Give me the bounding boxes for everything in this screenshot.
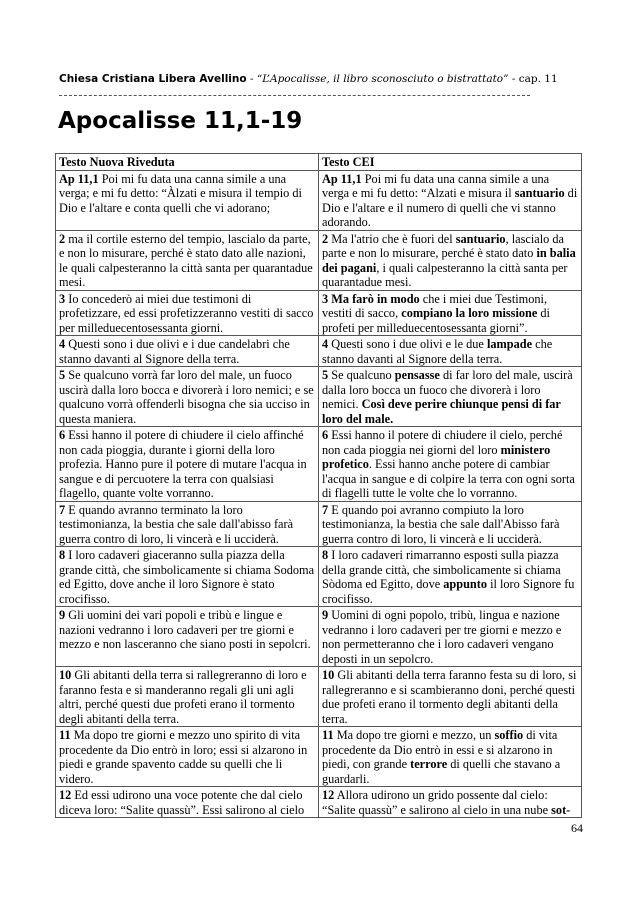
verse-text: ma il cortile esterno del tempio, lascialo da parte, e non lo misurare, perché è stato dato alle nazioni, le quali calpesteranno la città santa per quarantadue mesi.	[59, 231, 313, 289]
verse-text: Ma dopo tre giorni e mezzo uno spirito di vita procedente da Dio entrò in loro; essi si alzarono in piedi e grande spavento cadde su quelli che li videro.	[59, 728, 308, 786]
verse-cell-cei	[319, 667, 582, 727]
comparison-table	[55, 153, 582, 818]
header-org: Chiesa Cristiana Libera Avellino	[59, 73, 247, 85]
verse-cell-cei	[319, 427, 582, 502]
verse-text: Gli uomini dei vari popoli e tribù e lingue e nazioni vedranno i loro cadaveri per tre giorni e mezzo e non lasceranno che siano posti in sepolcri.	[59, 608, 311, 651]
verse-text-bold: soffio	[494, 728, 524, 742]
verse-cell-nuova-riveduta	[56, 667, 319, 727]
verse-cell-nuova-riveduta	[56, 336, 319, 367]
table-row	[56, 547, 582, 607]
verse-text-bold: 2	[59, 231, 66, 246]
verse-text-bold: 3	[59, 291, 66, 306]
verse-text-bold: 12	[59, 788, 72, 802]
verse-cell-nuova-riveduta	[56, 607, 319, 667]
verse-text: Gli abitanti della terra si rallegreranno di loro e faranno festa e si manderanno regali gli uni agli altri, perché questi due profeti erano il tormento degli abitanti della terra.	[59, 668, 307, 726]
verse-text-bold: 3	[322, 291, 329, 306]
verse-cell-cei	[319, 607, 582, 667]
verse-text-bold: ministero profetico	[322, 442, 551, 471]
verse-cell-nuova-riveduta	[56, 501, 319, 547]
verse-text: Poi mi fu data una canna simile a una verga; e mi fu detto: “Àlzati e misura il tempio di Dio e l'altare e conta quelli che vi adorano;	[59, 171, 302, 215]
verse-cell-nuova-riveduta	[56, 727, 319, 787]
table-row	[56, 787, 582, 818]
header-book-title: “L’Apocalisse, il libro sconosciuto o bistrattato”	[256, 73, 509, 85]
table-row	[56, 170, 582, 230]
verse-text-bold: Ap 11,1	[59, 171, 99, 186]
verse-text: di quelli che stavano a guardarli.	[322, 757, 561, 786]
verse-text-bold: compiano la loro missione	[401, 306, 538, 320]
verse-text: , lascialo da parte e non lo misurare, perché è stato dato	[322, 231, 564, 260]
verse-text: di vita procedente da Dio entrò in essi e si alzarono in piedi, con grande	[322, 728, 558, 771]
table-row	[56, 667, 582, 727]
verse-text: che i miei due Testimoni, vestiti di sacco,	[322, 291, 548, 320]
verse-text-bold: Così deve perire chiunque pensi di far loro del male.	[322, 397, 561, 426]
verse-cell-cei	[319, 170, 582, 230]
verse-text-bold: 6	[322, 428, 329, 442]
verse-text: Questi sono i due olivi e i due candelabri che stanno davanti al Signore della terra.	[59, 337, 290, 366]
verse-text-bold: 12	[322, 788, 335, 802]
verse-cell-nuova-riveduta	[56, 367, 319, 427]
verse-cell-cei	[319, 727, 582, 787]
column-header-nuova-riveduta: Testo Nuova Riveduta	[56, 154, 319, 171]
verse-text: . Essi hanno anche potere di cambiar l'acqua in sangue e di colpire la terra con ogni sorta di flagelli tutte le volte che lo vorranno.	[322, 457, 575, 500]
verse-text-bold: santuario	[514, 186, 565, 200]
verse-text-bold: santuario	[455, 231, 506, 246]
verse-cell-cei	[319, 290, 582, 336]
verse-text-bold: 11	[322, 728, 334, 742]
verse-cell-cei	[319, 336, 582, 367]
table-row	[56, 230, 582, 290]
table-row	[56, 727, 582, 787]
verse-text-bold: Ap 11,1	[322, 171, 362, 186]
verse-text-bold: 8	[59, 548, 66, 562]
verse-cell-nuova-riveduta	[56, 427, 319, 502]
verse-cell-cei	[319, 787, 582, 818]
verse-cell-cei	[319, 230, 582, 290]
verse-text-bold: appunto	[443, 577, 487, 591]
verse-text-bold: 5	[59, 368, 66, 382]
verse-text-bold: 4	[59, 337, 66, 351]
table-row	[56, 607, 582, 667]
verse-text: di profeti per milleduecentosessanta giorni”.	[322, 306, 550, 335]
verse-text-bold: 5	[322, 368, 329, 382]
verse-cell-nuova-riveduta	[56, 787, 319, 818]
verse-text: Io concederò ai miei due testimoni di profetizzare, ed essi profetizzeranno vestiti di sacco per milleduecentosessanta giorni.	[59, 291, 314, 335]
verse-text: Allora udirono un grido possente dal cielo: “Salite quassù” e salirono al cielo in una nube	[322, 788, 552, 817]
verse-text: il loro Signore fu crocifisso.	[322, 577, 575, 606]
verse-text: Gli abitanti della terra faranno festa su di loro, si rallegreranno e si scambieranno doni, perché questi due profeti erano il tormento degli abitanti della terra.	[322, 668, 577, 726]
verse-text: Uomini di ogni popolo, tribù, lingua e nazione vedranno i loro cadaveri per tre giorni e mezzo e non permetteranno che i loro cadaveri vengano deposti in un sepolcro.	[322, 608, 562, 666]
column-header-cei: Testo CEI	[319, 154, 582, 171]
table-body	[56, 170, 582, 818]
table-row	[56, 501, 582, 547]
verse-cell-nuova-riveduta	[56, 547, 319, 607]
verse-text: che stanno davanti al Signore della terra.	[322, 337, 553, 366]
verse-text-bold: sot-	[551, 802, 571, 817]
page-title: Apocalisse 11,1-19	[58, 108, 303, 134]
verse-text-bold: 11	[59, 728, 71, 742]
verse-text-bold: 2	[322, 231, 329, 246]
table-row	[56, 367, 582, 427]
verse-text-bold: terrore	[410, 757, 448, 771]
verse-text-bold: 10	[322, 668, 335, 682]
verse-text-bold: in balia dei pagani	[322, 246, 576, 275]
verse-text-bold: 10	[59, 668, 72, 682]
verse-text: , i quali calpesteranno la città santa per quarantadue mesi.	[322, 260, 568, 289]
header-chapter: - cap. 11	[508, 73, 558, 85]
verse-text: Essi hanno il potere di chiudere il cielo affinché non cada pioggia, durante i giorni della loro profezia. Hanno pure il potere di mutare l'acqua in sangue e di percuotere la terra con qualsiasi flagello, quante volte vorranno.	[59, 428, 307, 500]
verse-cell-cei	[319, 501, 582, 547]
verse-cell-nuova-riveduta	[56, 290, 319, 336]
verse-cell-nuova-riveduta	[56, 230, 319, 290]
table-row	[56, 427, 582, 502]
table-row	[56, 290, 582, 336]
verse-text: Se qualcuno	[328, 368, 395, 382]
verse-text: I loro cadaveri giaceranno sulla piazza della grande città, che simbolicamente si chiama Sodoma ed Egitto, dove anche il loro Signore è stato crocifisso.	[59, 548, 315, 606]
verse-text-bold: Ma farò in modo	[331, 291, 420, 306]
verse-text-bold: 8	[322, 548, 329, 562]
verse-text-bold: 4	[322, 337, 329, 351]
header-rule	[59, 95, 530, 96]
verse-text-bold: 9	[59, 608, 66, 622]
page-number: 64	[571, 821, 583, 835]
verse-text: Questi sono i due olivi e le due	[328, 337, 487, 351]
verse-text: E quando poi avranno compiuto la loro testimonianza, la bestia che sale dall'Abisso farà guerra contro di loro, li vincerà e li ucciderà.	[322, 502, 560, 546]
table-header-row	[56, 154, 582, 171]
verse-text-bold: pensasse	[394, 368, 440, 382]
verse-text: Ma l'atrio che è fuori del	[328, 231, 456, 246]
verse-text: Ed essi udirono una voce potente che dal cielo diceva loro: “Salite quassù”. Essi salirono al cielo	[59, 788, 305, 817]
table-row	[56, 336, 582, 367]
verse-cell-nuova-riveduta	[56, 170, 319, 230]
verse-text: Poi mi fu data una canna simile a una verga e mi fu detto: “Alzati e misura il	[322, 171, 550, 200]
running-header	[59, 73, 558, 85]
verse-cell-cei	[319, 367, 582, 427]
verse-text: Ma dopo tre giorni e mezzo, un	[333, 728, 495, 742]
verse-text: E quando avranno terminato la loro testimonianza, la bestia che sale dall'abisso farà guerra contro di loro, li vincerà e li ucciderà.	[59, 502, 294, 546]
verse-cell-cei	[319, 547, 582, 607]
verse-text: di Dio e l'altare e il numero di quelli che vi stanno adorando.	[322, 186, 578, 229]
verse-text: Se qualcuno vorrà far loro del male, un fuoco uscirà dalla loro bocca e divorerà i loro nemici; e se qualcuno vorrà offenderli bisogna che sia ucciso in questa maniera.	[59, 368, 314, 426]
verse-text: I loro cadaveri rimarranno esposti sulla piazza della grande città, che simbolicamente si chiama Sòdoma ed Egitto, dove	[322, 548, 561, 591]
verse-text: Essi hanno il potere di chiudere il cielo, perché non cada pioggia nei giorni del loro	[322, 428, 563, 457]
verse-text: di far loro del male, uscirà dalla loro bocca un fuoco che divorerà i loro nemici.	[322, 368, 573, 411]
verse-text-bold: 7	[59, 502, 66, 517]
verse-text-bold: lampade	[486, 337, 533, 351]
verse-text-bold: 9	[322, 608, 329, 622]
header-separator: -	[246, 73, 257, 85]
verse-text-bold: 6	[59, 428, 66, 442]
verse-text-bold: 7	[322, 502, 329, 517]
